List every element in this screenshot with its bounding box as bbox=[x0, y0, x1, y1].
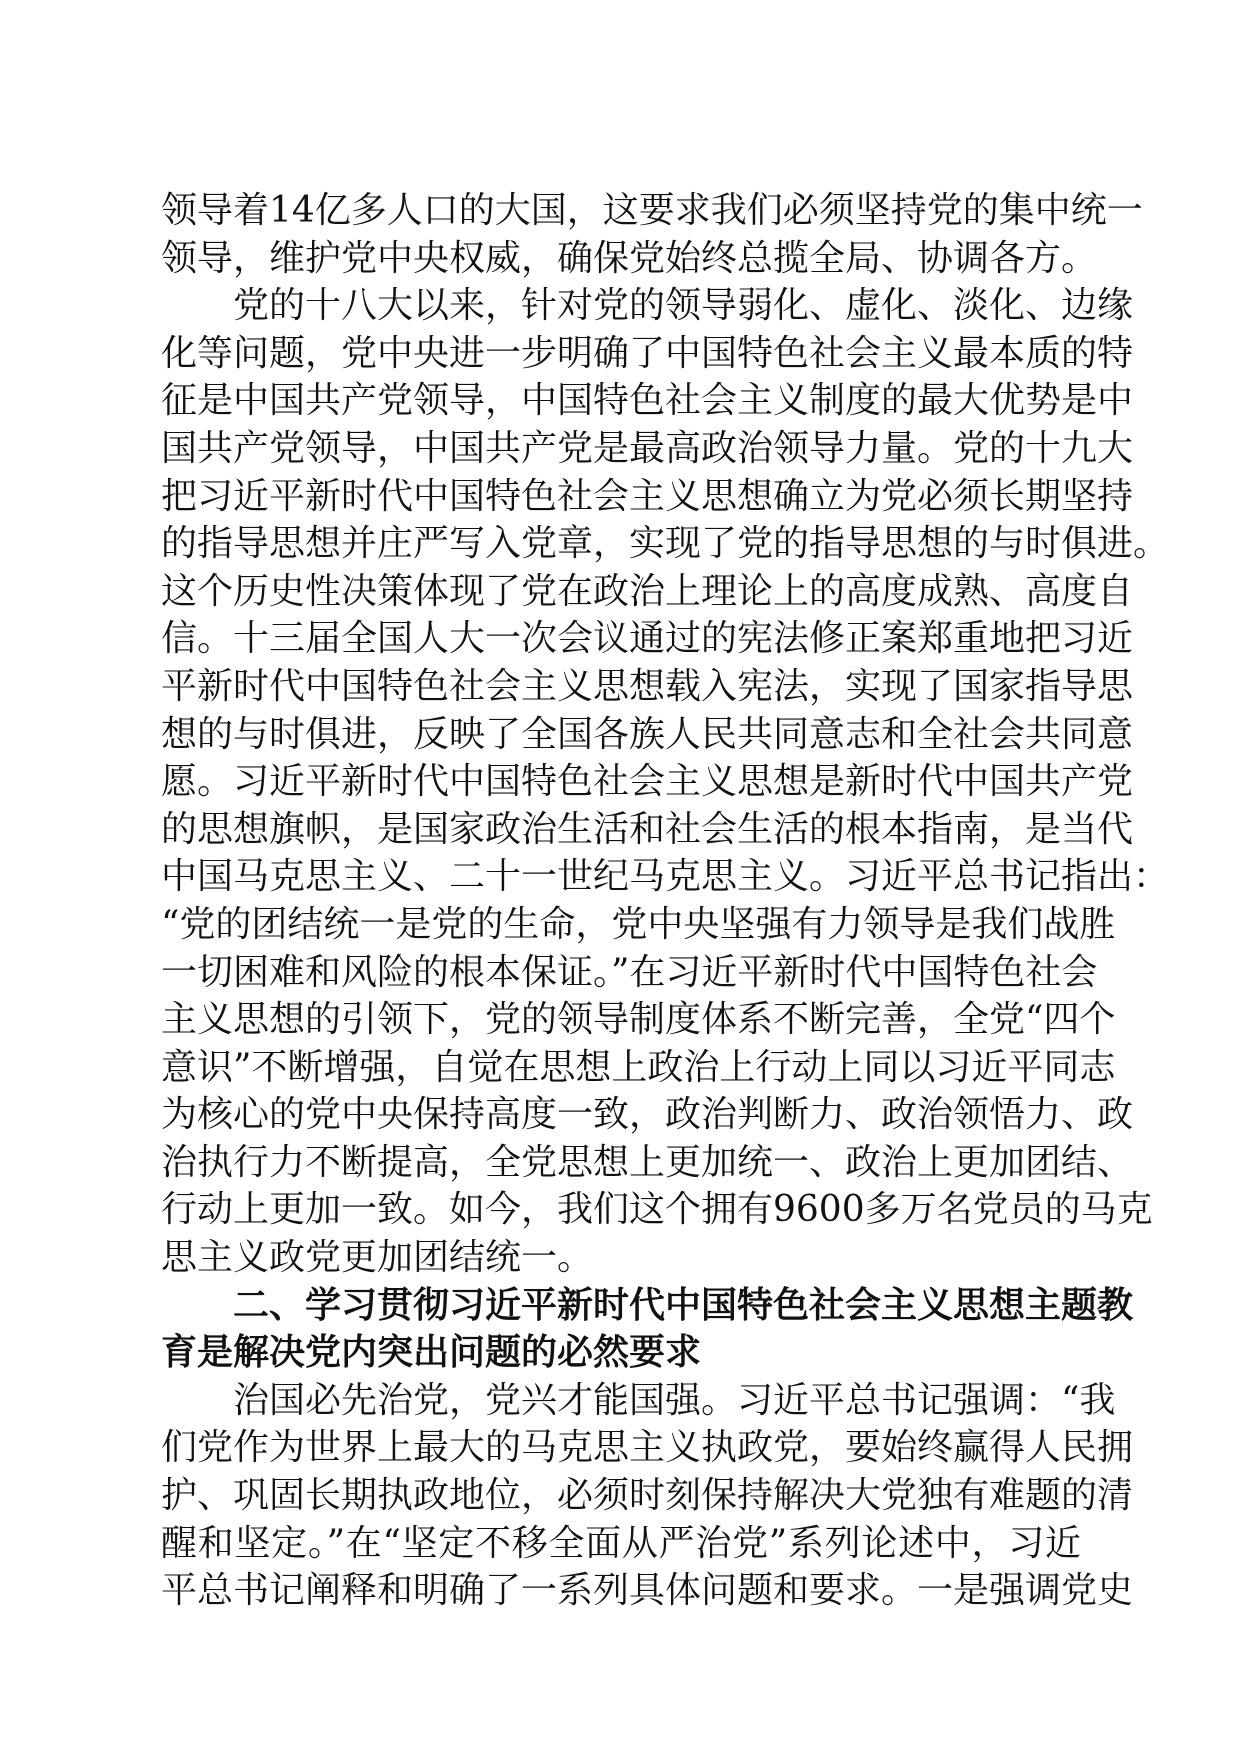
paragraph-line: 治执行力不断提高，全党思想上更加统一、政治上更加团结、 bbox=[161, 1141, 1134, 1183]
paragraph-line: 想的与时俱进，反映了全国各族人民共同意志和全社会共同意 bbox=[161, 713, 1134, 755]
paragraph-line: 领导，维护党中央权威，确保党始终总揽全局、协调各方。 bbox=[161, 237, 1098, 279]
paragraph-line: 把习近平新时代中国特色社会主义思想确立为党必须长期坚持 bbox=[161, 475, 1134, 517]
paragraph-line: 的指导思想并庄严写入党章，实现了党的指导思想的与时俱进。 bbox=[161, 523, 1170, 565]
paragraph-line: 主义思想的引领下，党的领导制度体系不断完善，全党“四个 bbox=[161, 999, 1116, 1041]
paragraph-line: 思主义政党更加团结统一。 bbox=[161, 1237, 594, 1279]
paragraph-line: 行动上更加一致。如今，我们这个拥有9600多万名党员的马克 bbox=[161, 1189, 1153, 1231]
paragraph-line: 的思想旗帜，是国家政治生活和社会生活的根本指南，是当代 bbox=[161, 808, 1134, 850]
paragraph-line: 国共产党领导，中国共产党是最高政治领导力量。党的十九大 bbox=[161, 427, 1134, 469]
paragraph-line: 平总书记阐释和明确了一系列具体问题和要求。一是强调党史 bbox=[161, 1570, 1134, 1612]
paragraph-line: 中国马克思主义、二十一世纪马克思主义。习近平总书记指出： bbox=[161, 856, 1170, 898]
paragraph-line: 这个历史性决策体现了党在政治上理论上的高度成熟、高度自 bbox=[161, 570, 1134, 612]
paragraph-line: 党的十八大以来，针对党的领导弱化、虚化、淡化、边缘 bbox=[233, 285, 1134, 327]
document-body bbox=[161, 187, 1170, 1615]
paragraph-line: 征是中国共产党领导，中国特色社会主义制度的最大优势是中 bbox=[161, 380, 1134, 422]
paragraph-line: 醒和坚定。”在“坚定不移全面从严治党”系列论述中，习近 bbox=[161, 1522, 1081, 1564]
section-heading-line: 育是解决党内突出问题的必然要求 bbox=[161, 1332, 702, 1374]
paragraph-line: 愿。习近平新时代中国特色社会主义思想是新时代中国共产党 bbox=[161, 761, 1134, 803]
paragraph-line: 意识”不断增强，自觉在思想上政治上行动上同以习近平同志 bbox=[161, 1046, 1116, 1088]
paragraph-line: 信。十三届全国人大一次会议通过的宪法修正案郑重地把习近 bbox=[161, 618, 1134, 660]
paragraph-line: 为核心的党中央保持高度一致，政治判断力、政治领悟力、政 bbox=[161, 1094, 1134, 1136]
paragraph-line: 平新时代中国特色社会主义思想载入宪法，实现了国家指导思 bbox=[161, 665, 1134, 707]
section-heading-line: 二、学习贯彻习近平新时代中国特色社会主义思想主题教 bbox=[233, 1284, 1134, 1326]
paragraph-line: 们党作为世界上最大的马克思主义执政党，要始终赢得人民拥 bbox=[161, 1427, 1134, 1469]
paragraph-line: “党的团结统一是党的生命，党中央坚强有力领导是我们战胜 bbox=[161, 903, 1116, 945]
paragraph-line: 治国必先治党，党兴才能国强。习近平总书记强调：“我 bbox=[233, 1379, 1116, 1421]
paragraph-line: 一切困难和风险的根本保证。”在习近平新时代中国特色社会 bbox=[161, 951, 1098, 993]
paragraph-line: 领导着14亿多人口的大国，这要求我们必须坚持党的集中统一 bbox=[161, 190, 1143, 231]
paragraph-line: 护、巩固长期执政地位，必须时刻保持解决大党独有难题的清 bbox=[161, 1475, 1134, 1517]
paragraph-line: 化等问题，党中央进一步明确了中国特色社会主义最本质的特 bbox=[161, 332, 1134, 374]
